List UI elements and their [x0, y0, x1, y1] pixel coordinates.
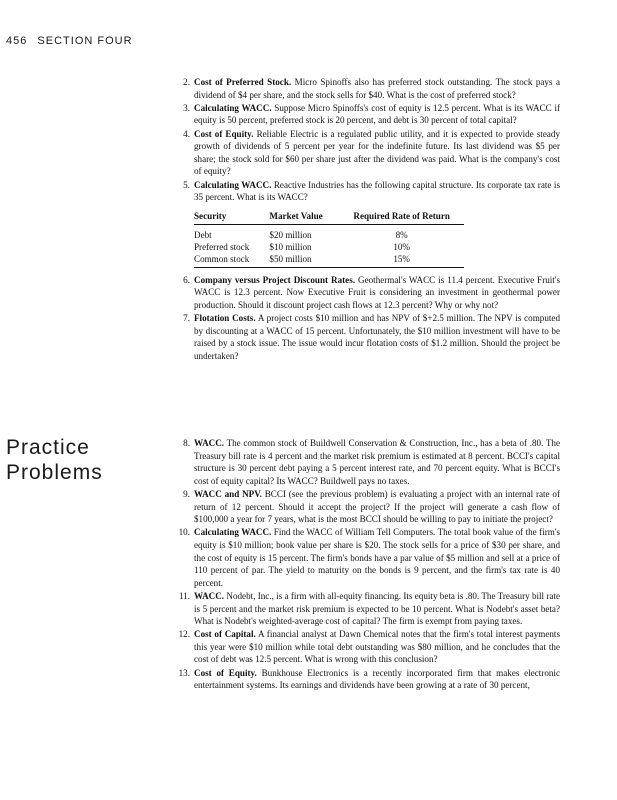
page-number: 456 — [6, 35, 28, 47]
problem-title: Calculating WACC. — [194, 527, 272, 538]
problem-number: 3. — [183, 102, 190, 113]
problem-number: 6. — [183, 274, 190, 285]
problem-title: Calculating WACC. — [194, 179, 272, 190]
problem-number: 5. — [183, 179, 190, 190]
problem-number: 9. — [183, 488, 190, 499]
table-row — [194, 253, 464, 268]
practice-problems-heading — [6, 435, 103, 485]
table-cell: Common stock — [194, 253, 265, 268]
problem-title: Cost of Capital. — [194, 629, 256, 640]
problem-item — [174, 274, 560, 312]
practice-problems-block — [174, 437, 560, 692]
problem-item — [174, 312, 560, 362]
problem-title: Cost of Preferred Stock. — [194, 77, 292, 87]
problem-number: 11. — [178, 590, 190, 601]
table-cell: 8% — [395, 229, 408, 240]
problem-item — [174, 667, 560, 692]
problems-top-block — [174, 76, 560, 362]
problem-text: A project costs $10 million and has NPV of $+2.5 million. The NPV is computed by discounting at a WACC of 15 percent. Unfortunately, the $10 million investment will have to be raised by a stock issue. The issue would incur flotation costs of $1.2 million. Should the project be undertaken? — [194, 313, 560, 361]
problem-text: Micro Spinoffs also has preferred stock outstanding. The stock pays a dividend of $4 per share, and the stock sells for $40. What is the cost of preferred stock? — [194, 77, 560, 100]
margin-heading-line2: Problems — [6, 461, 103, 484]
table-header: Required Rate of Return — [339, 210, 464, 225]
table-row — [194, 224, 464, 241]
capital-structure-table — [194, 210, 464, 268]
table-cell: Debt — [194, 229, 212, 240]
problem-text: A financial analyst at Dawn Chemical notes that the firm's total interest payments this year were $10 million while total debt outstanding was $80 million, and he concludes that the cost of debt was 12.5 percent. What is wrong with this conclusion? — [194, 629, 560, 665]
table-row — [194, 241, 464, 253]
problem-number: 13. — [178, 667, 190, 678]
table-cell: $50 million — [265, 253, 339, 268]
problem-number: 7. — [183, 313, 190, 324]
table-header: Security — [194, 210, 265, 225]
table-header: Market Value — [265, 210, 339, 225]
problem-title: Cost of Equity. — [194, 128, 254, 139]
problem-item — [174, 628, 560, 666]
problem-number: 12. — [178, 629, 190, 640]
problem-title: Company versus Project Discount Rates. — [194, 274, 356, 285]
problem-text: BCCI (see the previous problem) is evaluating a project with an internal rate of return of 12 percent. Should it accept the project? If the project will generate a cash flow of $100,000 a year for 7 years, what is the most BCCI should be willing to pay to initiate the project? — [194, 488, 560, 525]
table-cell: $20 million — [269, 229, 312, 240]
problem-text: Reliable Electric is a regulated public utility, and it is expected to provide steady growth of dividends of 5 percent per year for the indefinite future. Its last dividend was $5 per share; the stock sold for $60 per share just after the dividend was paid. What is the company's cost of equity? — [194, 128, 560, 177]
table-header-row — [194, 210, 464, 225]
problem-text: Suppose Micro Spinoffs's cost of equity is 12.5 percent. What is its WACC if equity is 50 percent, preferred stock is 20 percent, and debt is 30 percent of total capital? — [194, 102, 560, 126]
problem-text: Geothermal's WACC is 11.4 percent. Executive Fruit's WACC is 12.3 percent. Now Executive Fruit is considering an investment in geothermal power production. Should it discount project cash flows at 12.3 percent? Why or why not? — [194, 274, 560, 310]
problem-title: Calculating WACC. — [194, 102, 272, 113]
problem-number: 2. — [183, 77, 190, 87]
problem-number: 8. — [183, 438, 190, 448]
margin-heading-line1: Practice — [6, 436, 90, 459]
problem-text: The common stock of Buildwell Conservation & Construction, Inc., has a beta of .80. The Treasury bill rate is 4 percent and the market risk premium is estimated at 8 percent. BCCI's capital structure is 30 percent debt paying a 5 percent interest rate, and 70 percent equity. What is BCCI's cost of equity capital? Its WACC? Buildwell pays no taxes. — [194, 438, 561, 486]
running-header — [6, 35, 133, 47]
problem-item — [174, 437, 560, 487]
problem-number: 4. — [183, 128, 190, 139]
problem-item — [174, 590, 560, 628]
table-cell: Preferred stock — [194, 241, 250, 252]
section-label: SECTION FOUR — [37, 35, 133, 47]
problem-title: WACC. — [194, 438, 225, 448]
problem-title: WACC. — [194, 590, 225, 601]
problem-title: WACC and NPV. — [194, 488, 262, 499]
problem-title: Cost of Equity. — [194, 667, 257, 678]
table-cell: 10% — [393, 241, 410, 252]
problem-text: Nodebt, Inc., is a firm with all-equity financing. Its equity beta is .80. The Treasury bill rate is 5 percent and the market risk premium is expected to be 10 percent. What is Nodebt's asset beta? What is Nodebt's weighted-average cost of capital? The firm is exempt from paying taxes. — [194, 590, 561, 627]
problem-item — [174, 128, 560, 178]
problem-item — [174, 76, 560, 101]
problem-text: Reactive Industries has the following capital structure. Its corporate tax rate is 35 percent. What is its WACC? — [194, 179, 560, 203]
table-cell: $10 million — [269, 241, 312, 252]
problem-title: Flotation Costs. — [194, 313, 256, 324]
problem-text: Bunkhouse Electronics is a recently incorporated firm that makes electronic entertainment systems. Its earnings and dividends have been growing at a rate of 30 percent, — [194, 667, 561, 691]
table-cell: 15% — [339, 253, 464, 268]
problem-item — [174, 488, 560, 526]
problem-item — [174, 179, 560, 204]
problem-item — [174, 102, 560, 127]
problem-number: 10. — [178, 527, 190, 538]
problem-item — [174, 526, 560, 589]
problem-text: Find the WACC of William Tell Computers. The total book value of the firm's equity is $10 million; book value per share is $20. The stock sells for a price of $30 per share, and the cost of equity is 15 percent. The firm's bonds have a par value of $5 million and sell at a price of 110 percent of par. The yield to maturity on the bonds is 9 percent, and the firm's tax rate is 40 percent. — [194, 527, 561, 588]
